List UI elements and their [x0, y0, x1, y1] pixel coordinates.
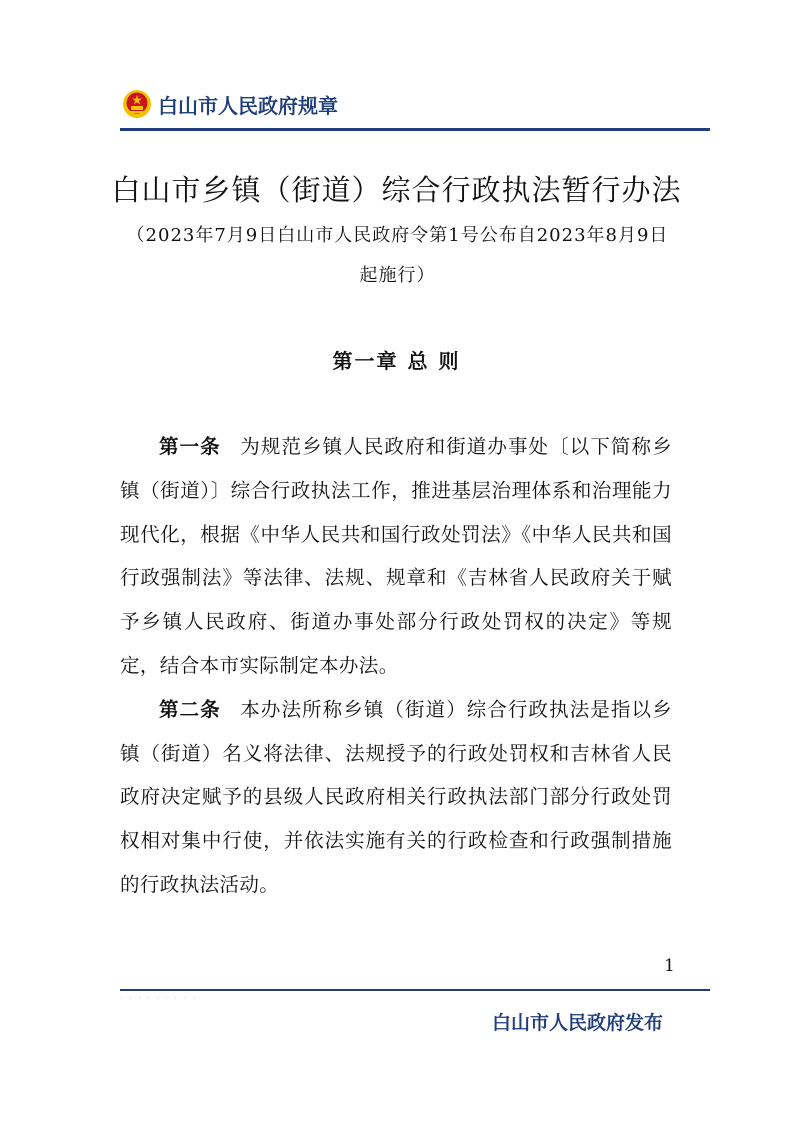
- page-number: 1: [664, 956, 675, 976]
- page-header: [122, 86, 338, 122]
- document-subtitle: （2023年7月9日白山市人民政府令第1号公布自2023年8月9日起施行）: [126, 225, 669, 286]
- article-2: [120, 688, 672, 907]
- article-1-label: 第一条: [159, 435, 221, 458]
- article-1: [120, 425, 672, 688]
- footer-decoration: · · · · · · · · ·: [120, 994, 198, 1003]
- article-1-text: 为规范乡镇人民政府和街道办事处〔以下简称乡镇（街道）〕综合行政执法工作，推进基层治理体系和治理能力现代化，根据《中华人民共和国行政处罚法》《中华人民共和国行政强制法》等法律、法规、规章和《吉林省人民政府关于赋予乡镇人民政府、街道办事处部分行政处罚权的决定》等规定，结合本市实际制定本办法。: [120, 435, 672, 677]
- header-title: 白山市人民政府规章: [158, 93, 338, 118]
- document-title: 白山市乡镇（街道）综合行政执法暂行办法: [111, 173, 682, 207]
- document-body: [120, 425, 672, 907]
- article-2-text: 本办法所称乡镇（街道）综合行政执法是指以乡镇（街道）名义将法律、法规授予的行政处罚权和吉林省人民政府决定赋予的县级人民政府相关行政执法部门部分行政处罚权相对集中行使，并依法实施有关的行政检查和行政强制措施的行政执法活动。: [120, 697, 672, 896]
- footer-divider: [120, 989, 710, 991]
- header-divider: [120, 128, 710, 131]
- chapter-heading: 第一章 总 则: [332, 349, 461, 373]
- footer-publisher: 白山市人民政府发布: [491, 1012, 663, 1034]
- article-2-label: 第二条: [159, 697, 221, 721]
- national-emblem-icon: [122, 89, 152, 119]
